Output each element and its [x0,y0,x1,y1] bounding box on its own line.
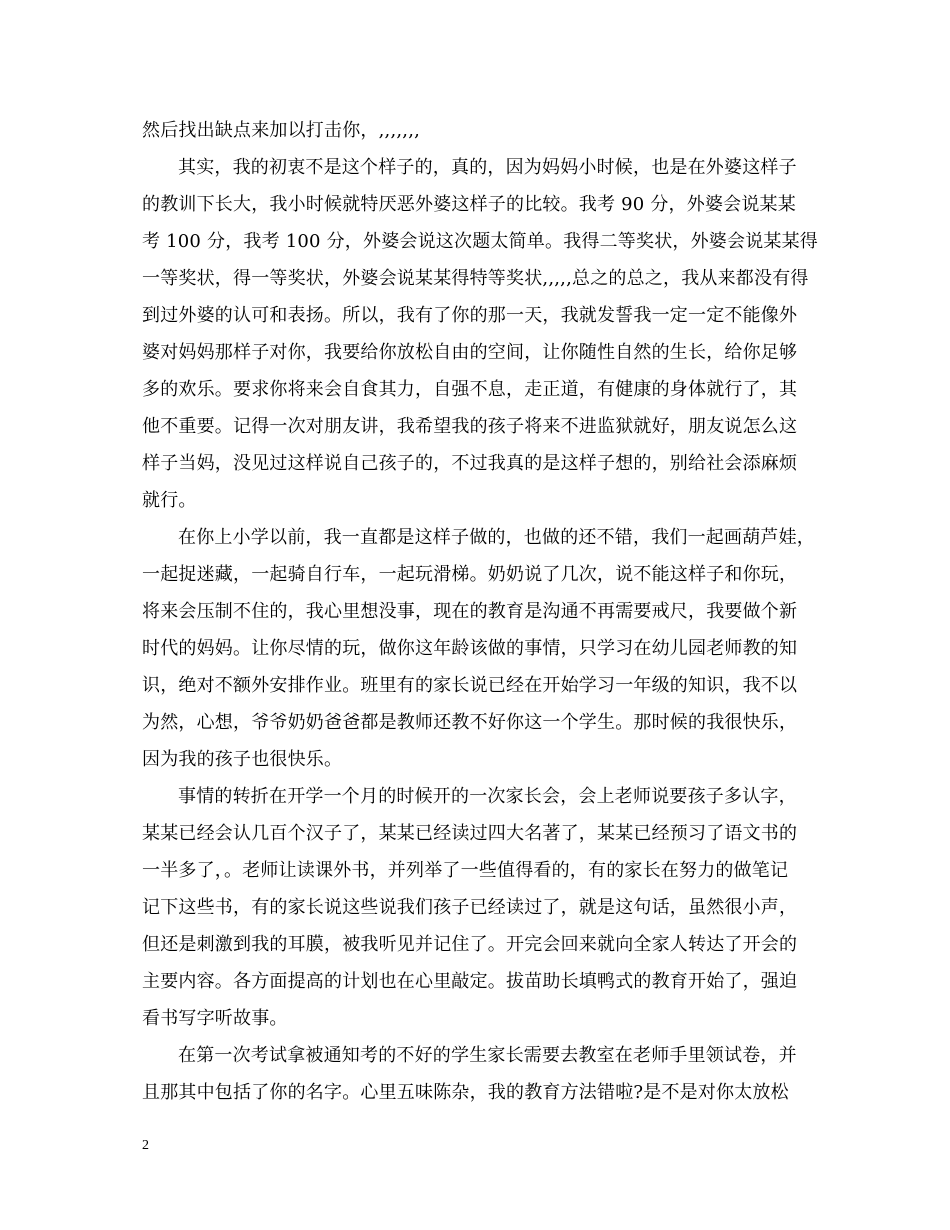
text-line: 记下这些书，有的家长说这些说我们孩子已经读过了，就是这句话，虽然很小声， [142,897,798,918]
document-body [142,112,818,1111]
text-line: 因为我的孩子也很快乐。 [142,749,343,770]
text-line: 为然，心想，爷爷奶奶爸爸都是教师还教不好你这一个学生。那时候的我很快乐， [142,712,798,733]
text-line: 某某已经会认几百个汉子了，某某已经读过四大名著了，某某已经预习了语文书的 [142,823,798,844]
text-line: 多的欢乐。要求你将来会自食其力，自强不息，走正道，有健康的身体就行了，其 [142,379,798,400]
text-line: 在你上小学以前，我一直都是这样子做的，也做的还不错，我们一起画葫芦娃， [178,527,815,548]
text-line: 主要内容。各方面提高的计划也在心里敲定。拔苗助长填鸭式的教育开始了，强迫 [142,971,798,992]
text-line: 将来会压制不住的，我心里想没事，现在的教育是沟通不再需要戒尺，我要做个新 [142,601,798,622]
text-line: 时代的妈妈。让你尽情的玩，做你这年龄该做的事情，只学习在幼儿园老师教的知 [142,638,798,659]
text-line: 一半多了，。老师让读课外书，并列举了一些值得看的，有的家长在努力的做笔记 [142,860,789,881]
text-line: 就行。 [142,490,197,511]
text-line: 然后找出缺点来加以打击你，,,,,,,, [142,120,421,141]
text-line: 样子当妈，没见过这样说自己孩子的，不过我真的是这样子想的，别给社会添麻烦 [142,453,798,474]
text-line: 看书写字听故事。 [142,1008,288,1029]
text-line: 且那其中包括了你的名字。心里五味陈杂，我的教育方法错啦?是不是对你太放松 [142,1082,789,1103]
text-line: 在第一次考试拿被通知考的不好的学生家长需要去教室在老师手里领试卷，并 [178,1045,797,1066]
text-line: 识，绝对不额外安排作业。班里有的家长说已经在开始学习一年级的知识，我不以 [142,675,798,696]
text-line: 他不重要。记得一次对朋友讲，我希望我的孩子将来不进监狱就好，朋友说怎么这 [142,416,798,437]
text-line: 事情的转折在开学一个月的时候开的一次家长会，会上老师说要孩子多认字， [178,786,797,807]
text-line: 考 100 分，我考 100 分，外婆会说这次题太简单。我得二等奖状，外婆会说某某得 [142,231,818,252]
text-line: 的教训下长大，我小时候就特厌恶外婆这样子的比较。我考 90 分，外婆会说某某 [142,194,796,215]
text-line: 一等奖状，得一等奖状，外婆会说某某得特等奖状,,,,,总之的总之，我从来都没有得 [142,268,809,289]
text-line: 一起捉迷藏，一起骑自行车，一起玩滑梯。奶奶说了几次，说不能这样子和你玩， [142,564,798,585]
page-number: 2 [142,1138,149,1153]
text-line: 但还是刺激到我的耳膜，被我听见并记住了。开完会回来就向全家人转达了开会的 [142,934,798,955]
text-line: 其实，我的初衷不是这个样子的，真的，因为妈妈小时候，也是在外婆这样子 [178,157,797,178]
text-line: 到过外婆的认可和表扬。所以，我有了你的那一天，我就发誓我一定一定不能像外 [142,305,798,326]
text-line: 婆对妈妈那样子对你，我要给你放松自由的空间，让你随性自然的生长，给你足够 [142,342,798,363]
